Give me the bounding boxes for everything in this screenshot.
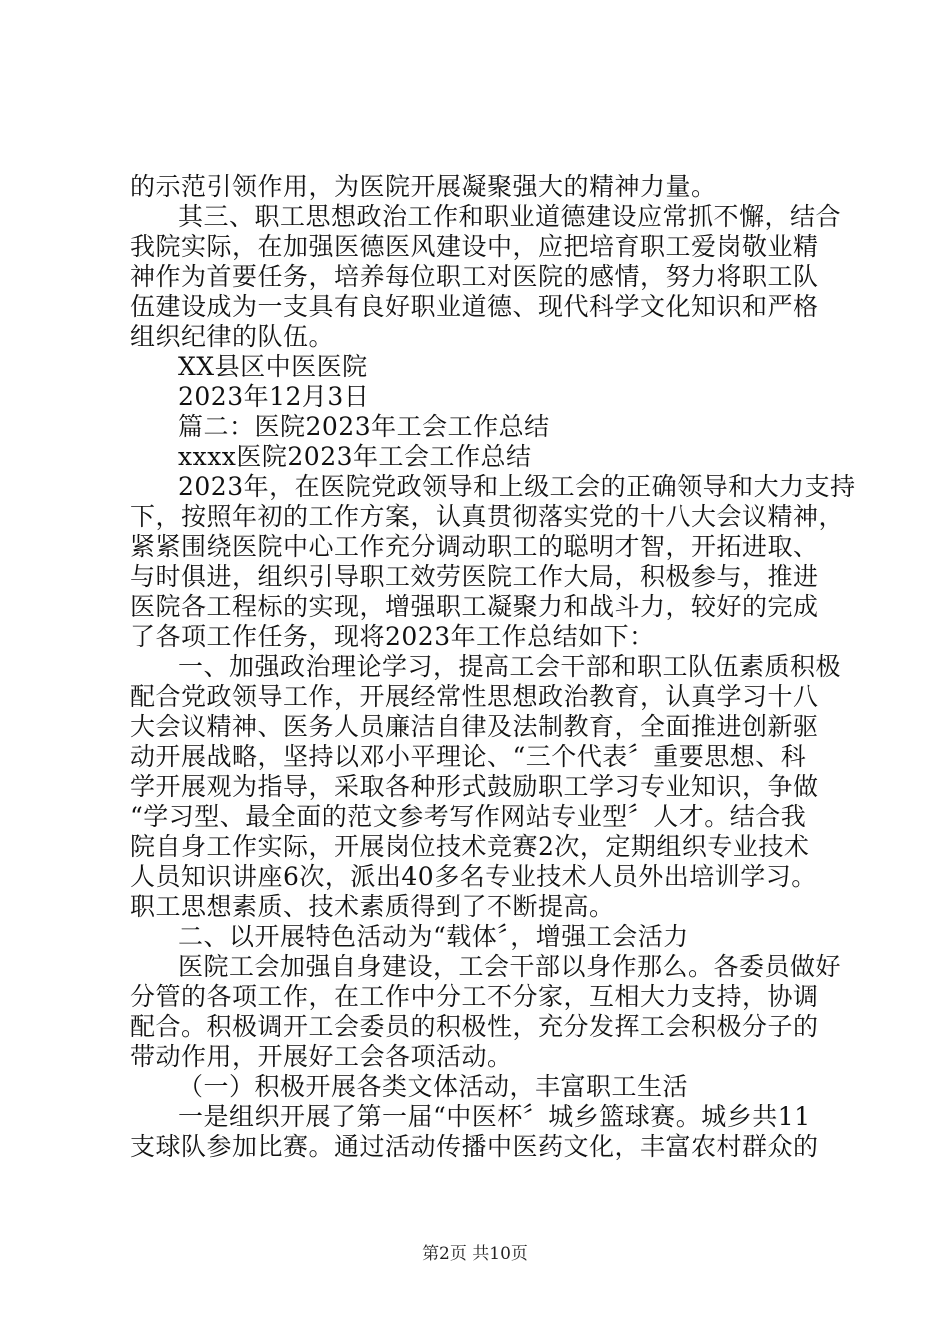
text-line: 2023年，在医院党政领导和上级工会的正确领导和大力支持 [178, 472, 856, 501]
text-line: 职工思想素质、技术素质得到了不断提高。 [130, 892, 615, 921]
text-line: 配合。积极调开工会委员的积极性，充分发挥工会积极分子的 [130, 1012, 819, 1041]
text-line: 组织纪律的队伍。 [130, 322, 335, 351]
text-line: 了各项工作任务，现将2023年工作总结如下： [130, 622, 655, 651]
signature-date: 2023年12月3日 [178, 382, 370, 411]
text-line: 伍建设成为一支具有良好职业道德、现代科学文化知识和严格 [130, 292, 819, 321]
text-line: 紧紧围绕医院中心工作充分调动职工的聪明才智，开拓进取、 [130, 532, 819, 561]
text-line: 的示范引领作用，为医院开展凝聚强大的精神力量。 [130, 172, 717, 201]
page-number-footer: 第2页 共10页 [422, 1244, 528, 1264]
text-line: 支球队参加比赛。通过活动传播中医药文化，丰富农村群众的 [130, 1132, 819, 1161]
section-heading: 篇二：医院2023年工会工作总结 [178, 412, 550, 441]
text-line: 其三、职工思想政治工作和职业道德建设应常抓不懈，结合 [178, 202, 842, 231]
text-line: 与时俱进，组织引导职工效劳医院工作大局，积极参与，推进 [130, 562, 819, 591]
text-line: 下，按照年初的工作方案，认真贯彻落实党的十八大会议精神， [130, 502, 845, 531]
text-line: 一是组织开展了第一届“中医杯〞城乡篮球赛。城乡共11 [178, 1102, 811, 1131]
text-line: 人员知识讲座6次，派出40多名专业技术人员外出培训学习。 [130, 862, 817, 891]
document-title: xxxx医院2023年工会工作总结 [178, 442, 532, 471]
text-line: 医院各工程标的实现，增强职工凝聚力和战斗力，较好的完成 [130, 592, 819, 621]
text-line: 大会议精神、医务人员廉洁自律及法制教育，全面推进创新驱 [130, 712, 819, 741]
section-heading: 二、以开展特色活动为“载体〞，增强工会活力 [178, 922, 689, 951]
text-line: 院自身工作实际，开展岗位技术竞赛2次，定期组织专业技术 [130, 832, 810, 861]
text-line: 医院工会加强自身建设，工会干部以身作那么。各委员做好 [178, 952, 842, 981]
text-line: 一、加强政治理论学习，提高工会干部和职工队伍素质积极 [178, 652, 842, 681]
text-line: 神作为首要任务，培养每位职工对医院的感情，努力将职工队 [130, 262, 819, 291]
text-line: 动开展战略，坚持以邓小平理论、“三个代表〞重要思想、科 [130, 742, 807, 771]
text-line: 带动作用，开展好工会各项活动。 [130, 1042, 513, 1071]
text-line: 我院实际，在加强医德医风建设中，应把培育职工爱岗敬业精 [130, 232, 819, 261]
text-line: 分管的各项工作，在工作中分工不分家，互相大力支持，协调 [130, 982, 819, 1011]
subsection-heading: （一）积极开展各类文体活动，丰富职工生活 [178, 1072, 689, 1101]
text-line: “学习型、最全面的范文参考写作网站专业型〞人才。结合我 [130, 802, 807, 831]
text-line: 学开展观为指导，采取各种形式鼓励职工学习专业知识，争做 [130, 772, 819, 801]
signature-organization: XX县区中医医院 [178, 352, 368, 381]
text-line: 配合党政领导工作，开展经常性思想政治教育，认真学习十八 [130, 682, 819, 711]
